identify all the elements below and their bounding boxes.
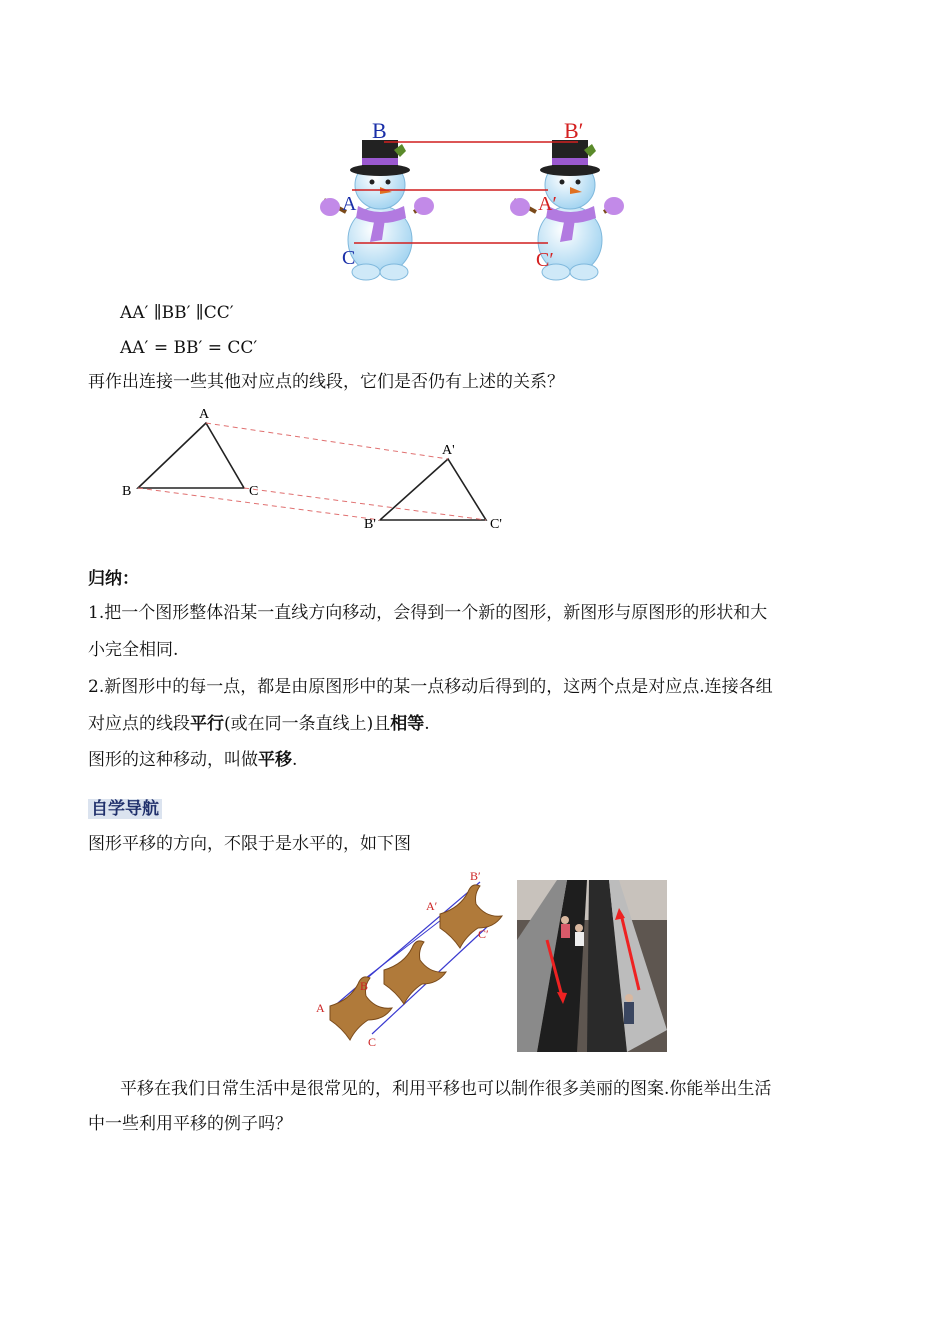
label-b-prime: B′ (470, 869, 481, 883)
snowman-left (320, 140, 434, 280)
label-a: A (199, 407, 210, 422)
summary-p2-end: . (424, 714, 430, 734)
summary-p3 (88, 748, 297, 772)
section-heading (88, 797, 162, 821)
label-a: A (316, 1001, 325, 1015)
snowman-translation-figure (316, 112, 646, 287)
label-b: B (122, 484, 132, 499)
dashed-aa-prime (206, 423, 448, 459)
bird-shape (330, 885, 502, 1040)
section-intro: 图形平移的方向，不限于是水平的，如下图 (88, 834, 411, 854)
question-text: 再作出连接一些其他对应点的线段，它们是否仍有上述的关系？ (88, 372, 564, 392)
summary-title: 归纳： (88, 569, 139, 589)
summary-p3-end: . (292, 750, 298, 770)
escalator-photo (517, 880, 667, 1052)
bird-pattern-figure (312, 866, 508, 1052)
triangle-a-prime-b-prime-c-prime (380, 459, 486, 520)
keyword-translation: 平移 (258, 750, 292, 770)
label-a-prime: A′ (538, 193, 557, 215)
label-c-prime: C′ (536, 249, 554, 271)
label-a: A (342, 193, 357, 215)
triangle-translation-figure (110, 402, 530, 537)
label-b: B (360, 979, 369, 993)
label-b-prime: B' (364, 517, 376, 532)
relation-equal: AA′ = BB′ = CC′ (120, 338, 258, 358)
dashed-bb-prime (138, 488, 380, 520)
summary-p3-pre: 图形的这种移动，叫做 (88, 750, 258, 770)
summary-p2-mid: (或在同一条直线上)且 (224, 714, 391, 734)
snowman-right (510, 140, 624, 280)
keyword-equal: 相等 (390, 714, 425, 734)
dashed-cc-prime (244, 488, 486, 520)
keyword-parallel: 平行 (190, 714, 224, 734)
triangle-abc (138, 423, 244, 488)
summary-p1-line2: 小完全相同. (88, 640, 179, 660)
summary-p2-line1: 2.新图形中的每一点，都是由原图形中的某一点移动后得到的，这两个点是对应点.连接各组 (88, 677, 773, 697)
closing-line1: 平移在我们日常生活中是很常见的，利用平移也可以制作很多美丽的图案.你能举出生活 (120, 1079, 772, 1099)
summary-p2-pre: 对应点的线段 (88, 714, 190, 734)
summary-p1-line1: 1.把一个图形整体沿某一直线方向移动，会得到一个新的图形，新图形与原图形的形状和大 (88, 603, 768, 623)
label-b-prime: B′ (564, 118, 584, 143)
summary-p2-line2 (88, 712, 430, 736)
label-c-prime: C' (490, 517, 502, 532)
section-title: 自学导航 (88, 799, 162, 819)
label-c: C (249, 484, 259, 499)
label-c: C (342, 247, 356, 269)
relation-parallel: AA′ ∥BB′ ∥CC′ (120, 303, 234, 323)
label-b: B (372, 118, 387, 143)
closing-line2: 中一些利用平移的例子吗？ (88, 1114, 292, 1134)
label-c: C (368, 1035, 377, 1049)
label-a-prime: A' (442, 443, 455, 458)
label-c-prime: C′ (478, 927, 489, 941)
label-a-prime: A′ (426, 899, 438, 913)
